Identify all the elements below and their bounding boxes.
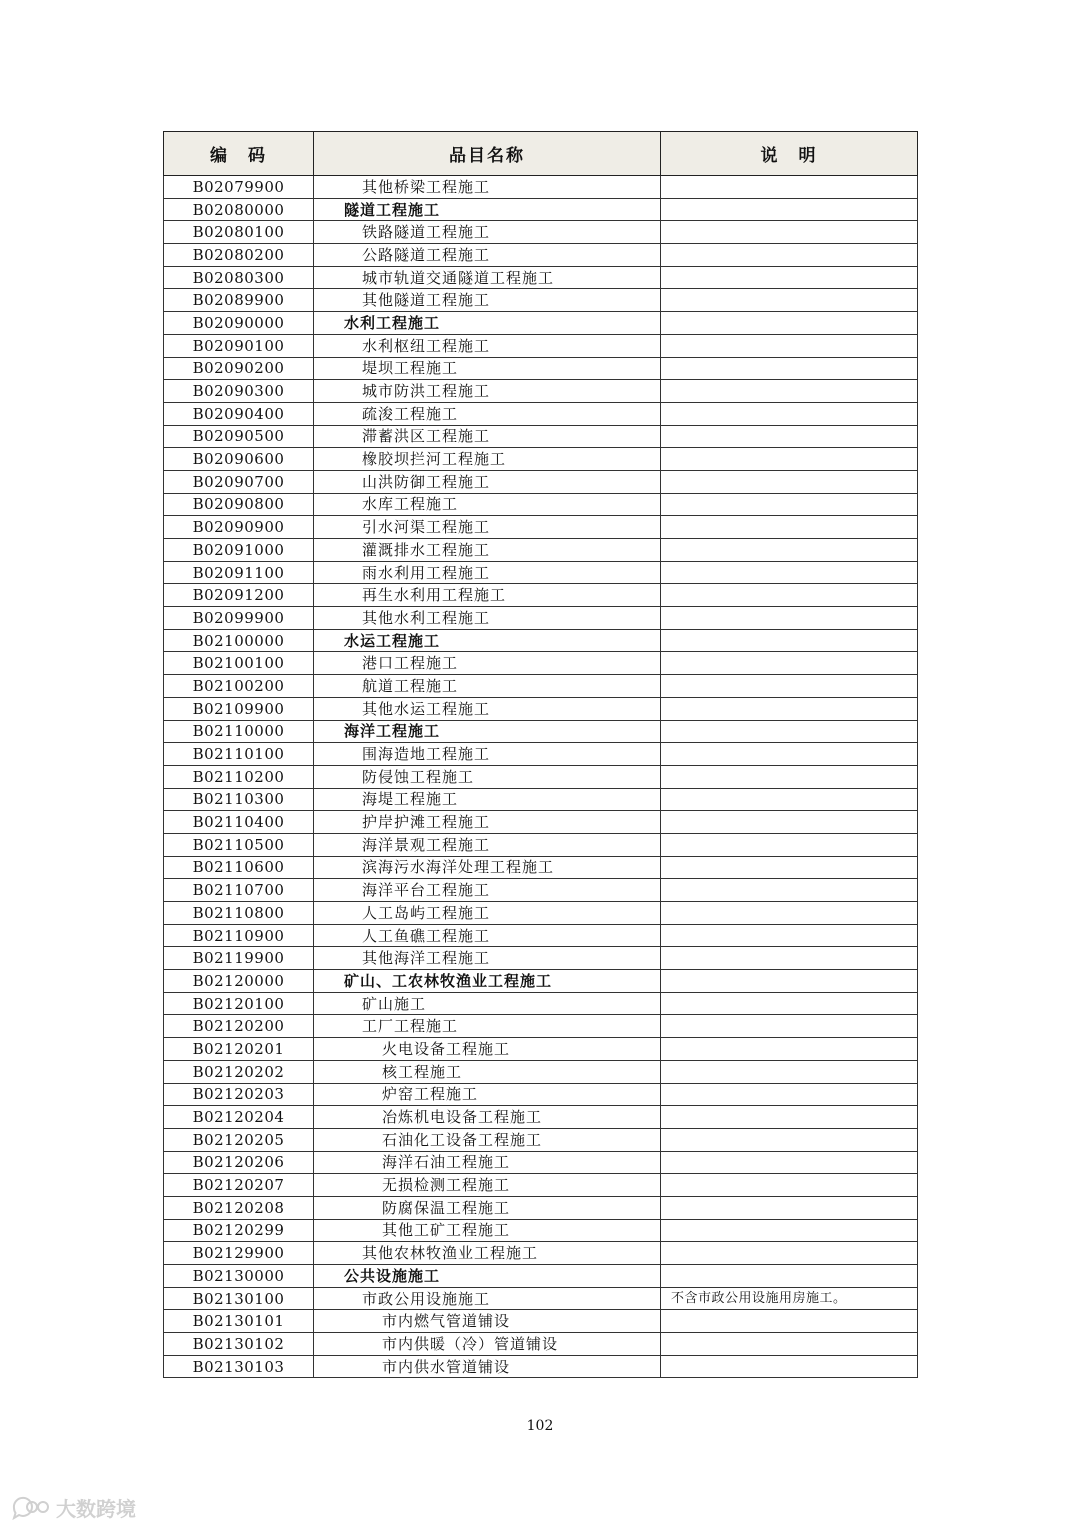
item-code: B02079900: [164, 176, 314, 199]
item-code: B02120202: [164, 1060, 314, 1083]
item-code: B02089900: [164, 289, 314, 312]
item-code: B02120207: [164, 1174, 314, 1197]
item-name: 防侵蚀工程施工: [314, 765, 661, 788]
table-row: [164, 743, 918, 766]
item-description: [661, 720, 918, 743]
item-code: B02120100: [164, 992, 314, 1015]
item-description: [661, 289, 918, 312]
item-code: B02110900: [164, 924, 314, 947]
item-code: B02091000: [164, 539, 314, 562]
table-row: [164, 334, 918, 357]
table-row: [164, 244, 918, 267]
item-description: [661, 1060, 918, 1083]
table-row: [164, 879, 918, 902]
item-code: B02091200: [164, 584, 314, 607]
table-row: [164, 380, 918, 403]
table-row: [164, 448, 918, 471]
item-name: 公共设施施工: [314, 1265, 661, 1288]
table-row: [164, 1265, 918, 1288]
item-description: [661, 1038, 918, 1061]
item-description: [661, 516, 918, 539]
item-description: [661, 539, 918, 562]
table-row: [164, 493, 918, 516]
table-row: [164, 266, 918, 289]
item-code: B02080100: [164, 221, 314, 244]
table-row: [164, 652, 918, 675]
item-name: 城市防洪工程施工: [314, 380, 661, 403]
item-description: [661, 765, 918, 788]
table-row: [164, 1060, 918, 1083]
item-code: B02090500: [164, 425, 314, 448]
table-row: [164, 1151, 918, 1174]
item-name: 铁路隧道工程施工: [314, 221, 661, 244]
item-name: 堤坝工程施工: [314, 357, 661, 380]
table-row: [164, 1083, 918, 1106]
item-code: B02130101: [164, 1310, 314, 1333]
item-name: 水利枢纽工程施工: [314, 334, 661, 357]
table-row: [164, 765, 918, 788]
item-description: [661, 788, 918, 811]
item-name: 其他桥梁工程施工: [314, 176, 661, 199]
item-code: B02090400: [164, 402, 314, 425]
item-description: [661, 357, 918, 380]
item-name: 水库工程施工: [314, 493, 661, 516]
item-description: [661, 856, 918, 879]
table-row: [164, 176, 918, 199]
item-description: [661, 244, 918, 267]
item-name: 隧道工程施工: [314, 198, 661, 221]
item-description: [661, 470, 918, 493]
table-row: [164, 425, 918, 448]
item-name: 城市轨道交通隧道工程施工: [314, 266, 661, 289]
item-description: [661, 1355, 918, 1378]
table-row: [164, 198, 918, 221]
item-description: [661, 947, 918, 970]
table-row: [164, 675, 918, 698]
item-description: [661, 1015, 918, 1038]
item-code: B02090200: [164, 357, 314, 380]
item-description: [661, 743, 918, 766]
item-name: 其他农林牧渔业工程施工: [314, 1242, 661, 1265]
item-code: B02130103: [164, 1355, 314, 1378]
item-name: 石油化工设备工程施工: [314, 1128, 661, 1151]
table-header-row: [164, 132, 918, 176]
item-description: [661, 380, 918, 403]
item-name: 海洋石油工程施工: [314, 1151, 661, 1174]
table-row: [164, 312, 918, 335]
item-code: B02120201: [164, 1038, 314, 1061]
item-code: B02100200: [164, 675, 314, 698]
item-name: 市内供水管道铺设: [314, 1355, 661, 1378]
item-description: [661, 992, 918, 1015]
watermark-text: 大数跨境: [56, 1496, 136, 1521]
item-code: B02110600: [164, 856, 314, 879]
chat-bubble-logo-icon: [10, 1494, 50, 1520]
item-description: [661, 833, 918, 856]
item-description: [661, 1242, 918, 1265]
item-description: [661, 584, 918, 607]
table-row: [164, 470, 918, 493]
item-name: 冶炼机电设备工程施工: [314, 1106, 661, 1129]
table-row: [164, 516, 918, 539]
table-row: [164, 221, 918, 244]
item-code: B02119900: [164, 947, 314, 970]
item-description: [661, 448, 918, 471]
header-item-name: 品目名称: [314, 132, 661, 176]
item-name: 滞蓄洪区工程施工: [314, 425, 661, 448]
item-description: [661, 266, 918, 289]
item-name: 火电设备工程施工: [314, 1038, 661, 1061]
item-description: [661, 493, 918, 516]
item-code: B02120200: [164, 1015, 314, 1038]
item-code: B02080300: [164, 266, 314, 289]
item-code: B02110800: [164, 902, 314, 925]
item-description: [661, 221, 918, 244]
item-code: B02090100: [164, 334, 314, 357]
item-name: 无损检测工程施工: [314, 1174, 661, 1197]
item-code: B02130000: [164, 1265, 314, 1288]
item-description: [661, 402, 918, 425]
item-name: 工厂工程施工: [314, 1015, 661, 1038]
item-code: B02120204: [164, 1106, 314, 1129]
item-description: [661, 902, 918, 925]
item-code: B02110200: [164, 765, 314, 788]
item-description: 不含市政公用设施用房施工。: [661, 1287, 918, 1310]
item-name: 雨水利用工程施工: [314, 561, 661, 584]
item-name: 其他隧道工程施工: [314, 289, 661, 312]
item-description: [661, 561, 918, 584]
item-code: B02110300: [164, 788, 314, 811]
item-description: [661, 312, 918, 335]
item-name: 橡胶坝拦河工程施工: [314, 448, 661, 471]
table-row: [164, 357, 918, 380]
item-description: [661, 1310, 918, 1333]
watermark: [10, 1493, 136, 1521]
table-row: [164, 1287, 918, 1310]
item-name: 其他海洋工程施工: [314, 947, 661, 970]
item-code: B02110100: [164, 743, 314, 766]
item-name: 海堤工程施工: [314, 788, 661, 811]
table-row: [164, 607, 918, 630]
item-description: [661, 1151, 918, 1174]
item-name: 防腐保温工程施工: [314, 1196, 661, 1219]
table-row: [164, 902, 918, 925]
item-code: B02120206: [164, 1151, 314, 1174]
item-name: 滨海污水海洋处理工程施工: [314, 856, 661, 879]
item-description: [661, 1333, 918, 1356]
table-row: [164, 584, 918, 607]
header-code: 编 码: [164, 132, 314, 176]
item-description: [661, 1265, 918, 1288]
item-code: B02129900: [164, 1242, 314, 1265]
table-row: [164, 539, 918, 562]
item-description: [661, 425, 918, 448]
item-code: B02090300: [164, 380, 314, 403]
item-code: B02130100: [164, 1287, 314, 1310]
table-row: [164, 1242, 918, 1265]
item-name: 水利工程施工: [314, 312, 661, 335]
item-code: B02120205: [164, 1128, 314, 1151]
table-row: [164, 833, 918, 856]
item-code: B02090700: [164, 470, 314, 493]
item-name: 海洋景观工程施工: [314, 833, 661, 856]
item-description: [661, 1128, 918, 1151]
table-row: [164, 947, 918, 970]
table-row: [164, 970, 918, 993]
item-name: 其他水运工程施工: [314, 697, 661, 720]
table-row: [164, 1038, 918, 1061]
item-name: 核工程施工: [314, 1060, 661, 1083]
table-row: [164, 697, 918, 720]
item-name: 其他水利工程施工: [314, 607, 661, 630]
item-code: B02110700: [164, 879, 314, 902]
item-description: [661, 1219, 918, 1242]
item-description: [661, 652, 918, 675]
table-row: [164, 1310, 918, 1333]
item-code: B02120299: [164, 1219, 314, 1242]
table-row: [164, 1174, 918, 1197]
table-row: [164, 856, 918, 879]
item-name: 港口工程施工: [314, 652, 661, 675]
item-name: 其他工矿工程施工: [314, 1219, 661, 1242]
item-description: [661, 176, 918, 199]
table-row: [164, 924, 918, 947]
item-code: B02090800: [164, 493, 314, 516]
table-row: [164, 402, 918, 425]
item-name: 海洋工程施工: [314, 720, 661, 743]
table-row: [164, 992, 918, 1015]
item-description: [661, 811, 918, 834]
item-description: [661, 607, 918, 630]
item-name: 疏浚工程施工: [314, 402, 661, 425]
table-row: [164, 788, 918, 811]
item-name: 引水河渠工程施工: [314, 516, 661, 539]
item-name: 海洋平台工程施工: [314, 879, 661, 902]
item-name: 矿山施工: [314, 992, 661, 1015]
table-row: [164, 1333, 918, 1356]
header-description: 说 明: [661, 132, 918, 176]
table-row: [164, 1015, 918, 1038]
item-name: 公路隧道工程施工: [314, 244, 661, 267]
item-code: B02091100: [164, 561, 314, 584]
item-description: [661, 970, 918, 993]
item-name: 人工鱼礁工程施工: [314, 924, 661, 947]
table-row: [164, 1219, 918, 1242]
item-code: B02130102: [164, 1333, 314, 1356]
item-description: [661, 1174, 918, 1197]
item-code: B02099900: [164, 607, 314, 630]
item-description: [661, 697, 918, 720]
item-code: B02080200: [164, 244, 314, 267]
item-code: B02090000: [164, 312, 314, 335]
table-row: [164, 561, 918, 584]
item-code: B02109900: [164, 697, 314, 720]
item-description: [661, 629, 918, 652]
item-name: 水运工程施工: [314, 629, 661, 652]
item-code: B02120208: [164, 1196, 314, 1219]
item-description: [661, 1083, 918, 1106]
item-name: 山洪防御工程施工: [314, 470, 661, 493]
table-row: [164, 720, 918, 743]
table-row: [164, 289, 918, 312]
item-name: 护岸护滩工程施工: [314, 811, 661, 834]
item-name: 矿山、工农林牧渔业工程施工: [314, 970, 661, 993]
item-description: [661, 924, 918, 947]
table-row: [164, 811, 918, 834]
table-row: [164, 629, 918, 652]
item-code: B02120000: [164, 970, 314, 993]
page-number: 102: [526, 1418, 554, 1434]
item-description: [661, 1106, 918, 1129]
item-name: 灌溉排水工程施工: [314, 539, 661, 562]
item-code: B02120203: [164, 1083, 314, 1106]
item-name: 炉窑工程施工: [314, 1083, 661, 1106]
item-name: 再生水利用工程施工: [314, 584, 661, 607]
item-code: B02110000: [164, 720, 314, 743]
item-name: 市政公用设施施工: [314, 1287, 661, 1310]
table-row: [164, 1196, 918, 1219]
item-code: B02100100: [164, 652, 314, 675]
item-code: B02080000: [164, 198, 314, 221]
table-row: [164, 1128, 918, 1151]
table-body: [164, 176, 918, 1378]
item-code: B02090900: [164, 516, 314, 539]
item-code: B02110500: [164, 833, 314, 856]
item-description: [661, 675, 918, 698]
item-code: B02090600: [164, 448, 314, 471]
item-code: B02100000: [164, 629, 314, 652]
item-name: 市内供暖（冷）管道铺设: [314, 1333, 661, 1356]
item-description: [661, 1196, 918, 1219]
item-name: 人工岛屿工程施工: [314, 902, 661, 925]
item-name: 围海造地工程施工: [314, 743, 661, 766]
table-row: [164, 1106, 918, 1129]
catalog-table: [163, 131, 918, 1378]
item-code: B02110400: [164, 811, 314, 834]
item-description: [661, 198, 918, 221]
item-name: 市内燃气管道铺设: [314, 1310, 661, 1333]
table-row: [164, 1355, 918, 1378]
item-description: [661, 334, 918, 357]
item-name: 航道工程施工: [314, 675, 661, 698]
item-description: [661, 879, 918, 902]
